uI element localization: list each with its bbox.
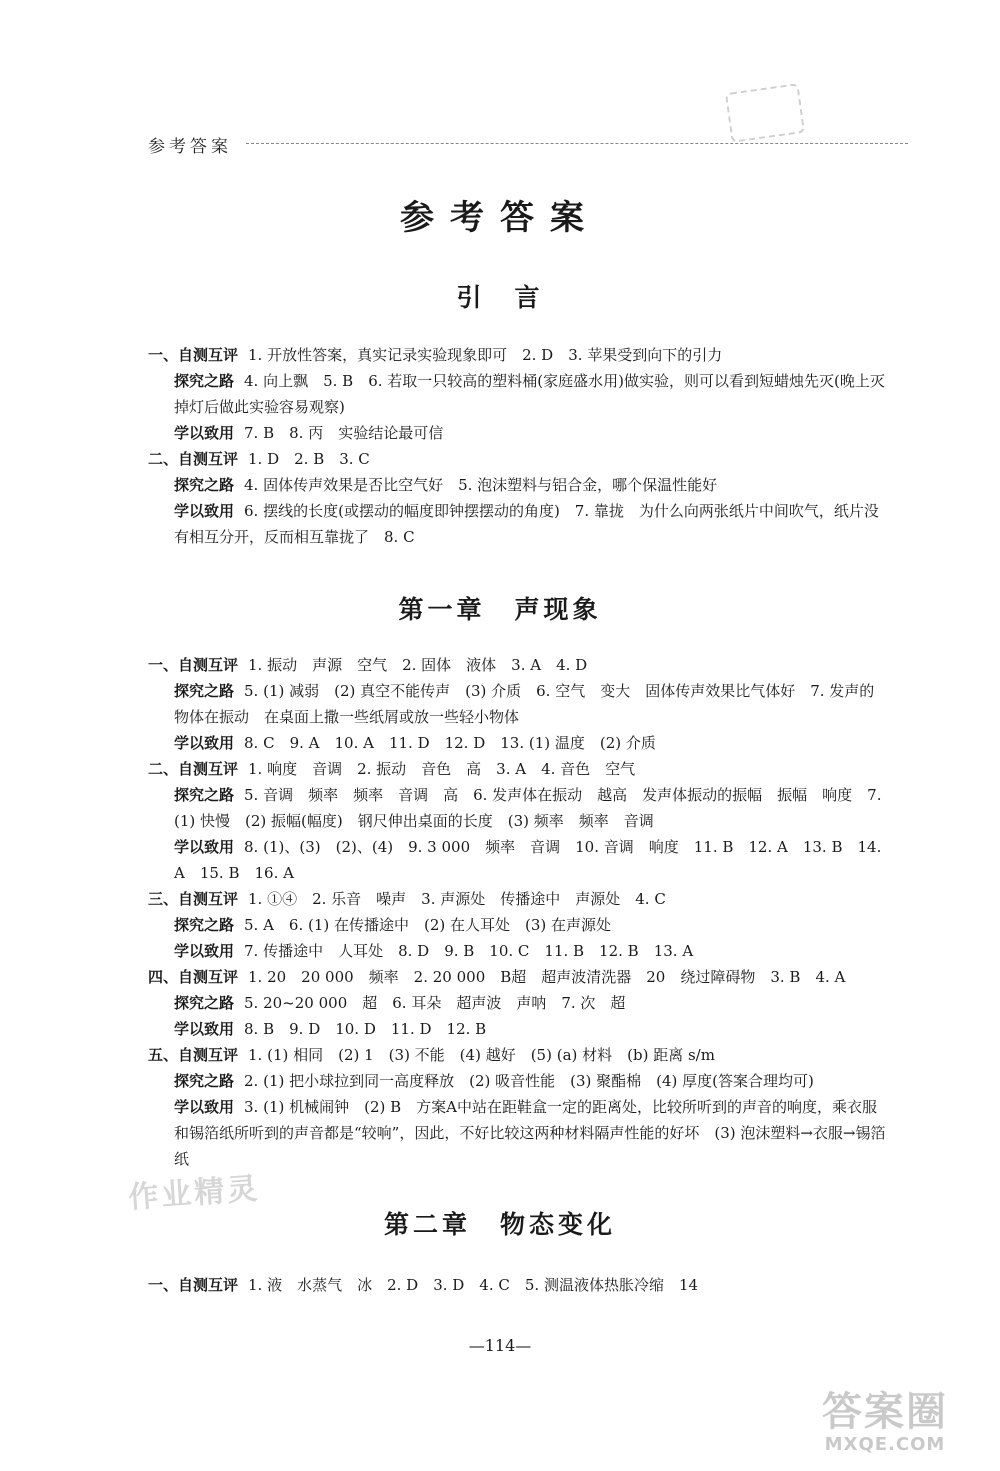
stamp-mark [725,83,805,143]
answer-text: 1. 振动 声源 空气 2. 固体 液体 3. A 4. D [248,656,588,674]
answer-text: 5. (1) 减弱 (2) 真空不能传声 (3) 介质 6. 空气 变大 固体传声效果比气体好 7. 发声的物体在振动 在桌面上撒一些纸屑或放一些轻小物体 [174,682,875,726]
watermark-left: 作业精灵 [127,1171,262,1216]
answer-line [148,964,888,990]
answer-line [148,1068,888,1094]
answer-line [148,1016,888,1042]
answer-label: 四、自测互评 [148,968,239,986]
answer-label: 探究之路 [174,994,235,1012]
answer-text: 1. 响度 音调 2. 振动 音色 高 3. A 4. 音色 空气 [248,760,636,778]
answer-text: 7. 传播途中 人耳处 8. D 9. B 10. C 11. B 12. B 13. A [244,942,694,960]
answer-text: 5. 20~20 000 超 6. 耳朵 超声波 声呐 7. 次 超 [244,994,626,1012]
answer-text: 6. 摆线的长度(或摆动的幅度即钟摆摆动的角度) 7. 靠拢 为什么向两张纸片中间吹气，纸片没有相互分开，反而相互靠拢了 8. C [174,502,879,546]
answer-line [148,1272,888,1298]
answer-label: 学以致用 [174,838,235,856]
answer-label: 探究之路 [174,786,235,804]
answer-text: 3. (1) 机械闹钟 (2) B 方案A中站在距鞋盒一定的距离处，比较所听到的声音的响度，乘衣服和锡箔纸所听到的声音都是“较响”，因此，不好比较这两种材料隔声性能的好坏 (3) 泡沫塑料→衣服→锡箔纸 [174,1098,886,1168]
answer-line [148,498,888,550]
section-heading-chapter1: 第一章 声现象 [398,595,602,624]
answer-line [148,1094,888,1172]
answer-text: 5. A 6. (1) 在传播途中 (2) 在人耳处 (3) 在声源处 [244,916,612,934]
answer-label: 探究之路 [174,1072,235,1090]
answers-chapter2 [148,1272,888,1298]
answer-line [148,652,888,678]
answer-text: 1. D 2. B 3. C [248,450,370,468]
answer-label: 学以致用 [174,734,235,752]
watermark-corner [790,1390,980,1460]
answer-label: 一、自测互评 [148,1276,239,1294]
answer-label: 三、自测互评 [148,890,239,908]
answer-label: 学以致用 [174,1020,235,1038]
page-title: 参考答案 [400,198,600,238]
answer-line [148,886,888,912]
answer-label: 探究之路 [174,916,235,934]
answer-text: 1. 开放性答案，真实记录实验现象即可 2. D 3. 苹果受到向下的引力 [248,346,723,364]
answer-line [148,342,888,368]
answer-label: 探究之路 [174,476,235,494]
answer-label: 探究之路 [174,372,235,390]
answer-text: 1. 液 水蒸气 冰 2. D 3. D 4. C 5. 测温液体热胀冷缩 14 [248,1276,699,1294]
answer-text: 8. (1)、(3) (2)、(4) 9. 3 000 频率 音调 10. 音调 响度 11. B 12. A 13. B 14. A 15. B 16. A [174,838,882,882]
answer-label: 学以致用 [174,942,235,960]
answer-text: 1. (1) 相同 (2) 1 (3) 不能 (4) 越好 (5) (a) 材料 (b) 距离 s/m [248,1046,715,1064]
answer-text: 1. ①④ 2. 乐音 噪声 3. 声源处 传播途中 声源处 4. C [248,890,666,908]
answer-text: 5. 音调 频率 频率 音调 高 6. 发声体在振动 越高 发声体振动的振幅 振幅 响度 7. (1) 快慢 (2) 振幅(幅度) 钢尺伸出桌面的长度 (3) 频率 频率 音调 [174,786,882,830]
header-rule [246,143,908,144]
answer-line [148,912,888,938]
answer-text: 8. B 9. D 10. D 11. D 12. B [244,1020,487,1038]
answer-label: 一、自测互评 [148,346,239,364]
answer-label: 学以致用 [174,1098,235,1116]
answer-text: 1. 20 20 000 频率 2. 20 000 B超 超声波清洗器 20 绕过障碍物 3. B 4. A [248,968,846,986]
answer-line [148,420,888,446]
answer-line [148,730,888,756]
answer-text: 8. C 9. A 10. A 11. D 12. D 13. (1) 温度 (2) 介质 [244,734,656,752]
answers-chapter1 [148,652,888,1172]
section-heading-intro: 引 言 [456,283,544,312]
answer-label: 二、自测互评 [148,450,239,468]
answer-label: 探究之路 [174,682,235,700]
answer-line [148,756,888,782]
answer-line [148,472,888,498]
answer-line [148,782,888,834]
answers-intro [148,342,888,550]
answer-line [148,1042,888,1068]
page-number: —114— [468,1336,532,1355]
answer-label: 学以致用 [174,424,235,442]
answer-line [148,834,888,886]
answer-text: 4. 向上飘 5. B 6. 若取一只较高的塑料桶(家庭盛水用)做实验，则可以看到短蜡烛先灭(晚上灭掉灯后做此实验容易观察) [174,372,885,416]
watermark-url: MXQE.COM [824,1434,946,1455]
answer-line [148,678,888,730]
answer-line [148,990,888,1016]
section-heading-chapter2: 第二章 物态变化 [383,1210,616,1239]
answer-label: 学以致用 [174,502,235,520]
watermark-logo-text: 答案圈 [822,1389,948,1435]
answer-line [148,368,888,420]
answer-text: 4. 固体传声效果是否比空气好 5. 泡沫塑料与铝合金，哪个保温性能好 [244,476,718,494]
answer-line [148,938,888,964]
answer-line [148,446,888,472]
running-head: 参考答案 [148,137,232,157]
answer-text: 7. B 8. 丙 实验结论最可信 [244,424,444,442]
answer-label: 一、自测互评 [148,656,239,674]
answer-label: 二、自测互评 [148,760,239,778]
answer-label: 五、自测互评 [148,1046,239,1064]
answer-text: 2. (1) 把小球拉到同一高度释放 (2) 吸音性能 (3) 聚酯棉 (4) 厚度(答案合理均可) [244,1072,814,1090]
